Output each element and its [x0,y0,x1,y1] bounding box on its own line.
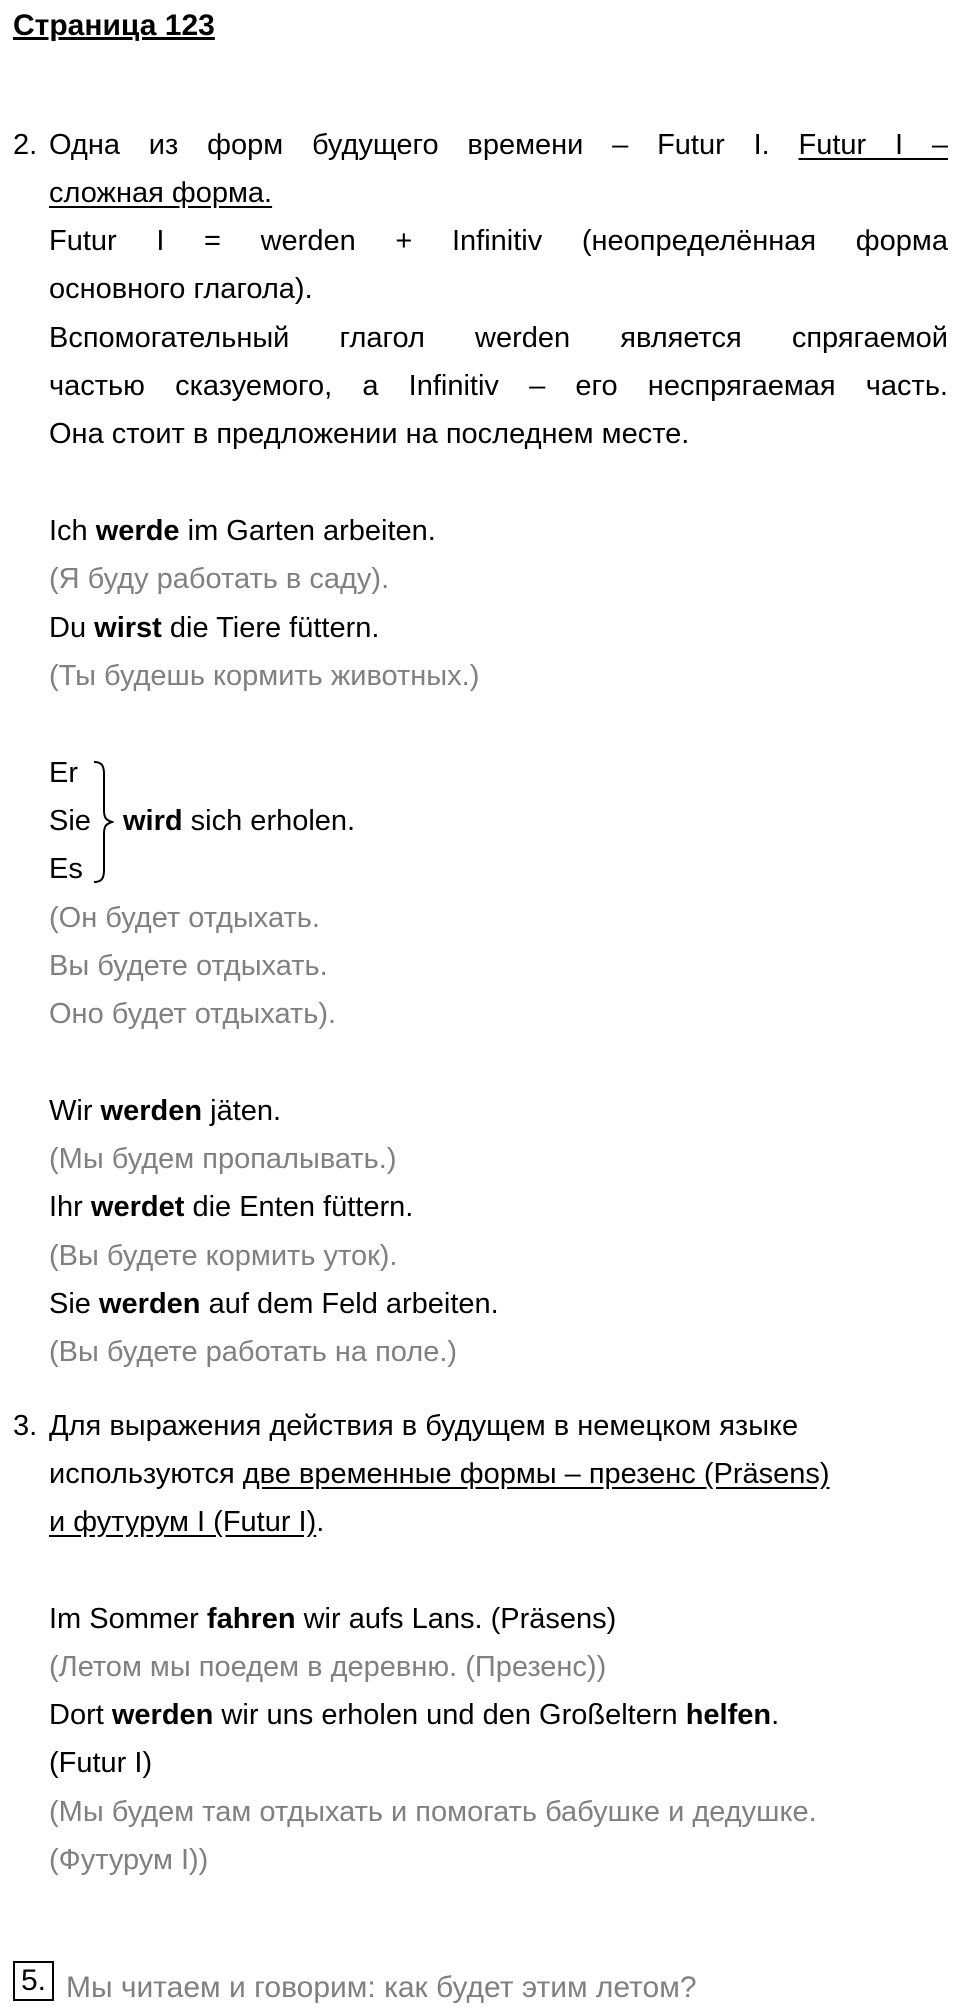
example-translation: (Футурум I)) [49,1844,209,1876]
example-sentence [49,1183,413,1231]
verb-form: werden [111,1699,214,1731]
intro-underlined-text-2: сложная форма. [49,177,273,209]
curly-brace-icon [88,760,114,884]
aux-verb-line-2: частью сказуемого, а Infinitiv – его неспрягаемая часть. [49,370,948,402]
verb-form: werden [98,1288,201,1320]
aux-verb-line-1: Вспомогательный глагол werden является спрягаемой [49,322,948,354]
pronoun-es: Es [49,853,83,885]
example-sentence [49,1691,779,1739]
section-2-intro-line-1 [49,121,948,169]
example-text: Ich [49,515,96,547]
example-text: Wir [49,1095,101,1127]
section-2-intro-line-2 [49,169,272,217]
formula-word: Futur [49,225,117,257]
example-translation: (Я буду работать в саду). [49,563,390,595]
pronoun-sie: Sie [49,805,91,837]
example-sentence [49,507,436,555]
example-text: auf dem Feld arbeiten. [200,1288,499,1320]
example-sentence [49,1280,499,1328]
formula-word: + [395,225,413,257]
underlined-text: две временные формы – презенс (Präsens) [242,1458,830,1490]
example-sentence [49,1087,281,1135]
example-text: wir aufs Lans. (Präsens) [295,1603,617,1635]
section-2-number: 2. [13,129,38,161]
example-text: die Tiere füttern. [161,612,380,644]
page-title: Страница 123 [13,9,215,42]
section-text: . [316,1506,325,1538]
formula-word: = [204,225,221,257]
verb-form: werdet [90,1191,185,1223]
example-text: die Enten füttern. [184,1191,414,1223]
example-translation: (Мы будем там отдыхать и помогать бабушке и дедушке. [49,1796,817,1828]
example-text: im Garten arbeiten. [179,515,436,547]
intro-underlined-text: Futur I – [798,129,948,161]
example-tense-label: (Futur I) [49,1747,153,1779]
section-text: используются [49,1458,243,1490]
formula-word: I [156,225,165,257]
pronoun-er: Er [49,757,78,789]
example-text: Im Sommer [49,1603,207,1635]
example-translation: (Ты будешь кормить животных.) [49,660,480,692]
verb-form: werde [95,515,180,547]
section-3-line-3 [49,1498,324,1546]
formula-word: werden [260,225,356,257]
formula-word: (неопределённая [581,225,817,257]
example-sentence [123,797,355,845]
example-translation: (Летом мы поедем в деревню. (Презенс)) [49,1651,607,1683]
formula-word: Infinitiv [451,225,543,257]
example-translation: (Вы будете работать на поле.) [49,1336,458,1368]
example-translation: (Вы будете кормить уток). [49,1240,398,1272]
example-text: sich erholen. [182,805,356,837]
aux-verb-line-3: Она стоит в предложении на последнем месте. [49,418,690,450]
example-translation: Оно будет отдыхать). [49,998,337,1030]
example-text: Sie [49,1288,99,1320]
example-text: jäten. [202,1095,282,1127]
task-number-box: 5. [13,1961,54,2001]
section-3-line-1: Для выражения действия в будущем в немецком языке [49,1410,799,1442]
example-translation: (Мы будем пропалывать.) [49,1143,397,1175]
example-text: . [771,1699,780,1731]
formula-line-1 [49,217,948,265]
underlined-text: и футурум I (Futur I) [49,1506,317,1538]
example-sentence [49,1595,616,1643]
verb-form: werden [100,1095,203,1127]
verb-form: helfen [685,1699,772,1731]
verb-form: fahren [206,1603,296,1635]
verb-form: wird [123,805,183,837]
example-text: Ihr [49,1191,91,1223]
intro-text: Одна из форм будущего времени – Futur I. [49,129,770,161]
section-3-number: 3. [13,1410,38,1442]
example-sentence [49,604,379,652]
formula-word: форма [855,225,948,257]
example-translation: (Он будет отдыхать. [49,902,320,934]
formula-line-2: основного глагола). [49,273,313,305]
example-text: wir uns erholen und den Großeltern [213,1699,686,1731]
task-heading: Мы читаем и говорим: как будет этим летом? [66,1971,697,2004]
example-text: Du [49,612,95,644]
example-text: Dort [49,1699,112,1731]
section-3-line-2 [49,1450,830,1498]
verb-form: wirst [94,612,162,644]
example-translation: Вы будете отдыхать. [49,950,328,982]
